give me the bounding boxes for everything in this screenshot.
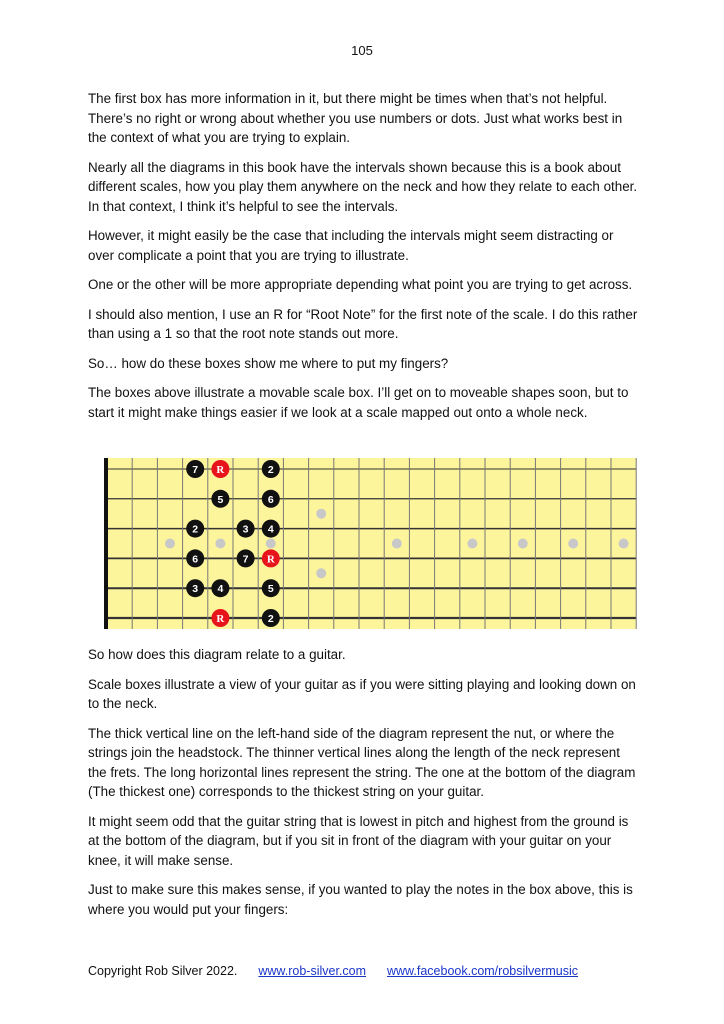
copyright-text: Copyright Rob Silver 2022. [88, 964, 238, 978]
fret-marker-dot [316, 509, 326, 519]
note-label: 3 [242, 523, 249, 536]
paragraph: Just to make sure this makes sense, if you wanted to play the notes in the box above, this is where you would put your fingers: [88, 882, 633, 917]
fret-marker-dot [266, 539, 276, 549]
note-label: R [216, 613, 225, 625]
body-text-top [88, 89, 640, 432]
fret-marker-dot [518, 539, 528, 549]
paragraph: The first box has more information in it, but there might be times when that’s not helpful. There’s no right or wrong about whether you use numbers or dots. Just what works best in the context of what you are trying to explain. [88, 91, 623, 145]
note-label: 7 [192, 464, 199, 476]
footer [88, 964, 578, 978]
note-label: 2 [192, 523, 199, 536]
fret-marker-dot [467, 539, 477, 549]
note-label: 2 [267, 613, 274, 625]
fret-marker-dot [619, 539, 629, 549]
paragraph: One or the other will be more appropriate depending what point you are trying to get across. [88, 277, 633, 292]
paragraph: The thick vertical line on the left-hand side of the diagram represent the nut, or where the strings join the headstock. The thinner vertical lines along the length of the neck represent the frets. The long horizontal lines represent the string. The one at the bottom of the diagram (The thickest one) corresponds to the thickest string on your guitar. [88, 725, 636, 799]
paragraph: The boxes above illustrate a movable scale box. I’ll get on to moveable shapes soon, but to start it might make things easier if we look at a scale mapped out onto a whole neck. [88, 385, 629, 420]
note-label: R [216, 464, 225, 476]
note-label: 6 [192, 553, 199, 566]
paragraph: So how does this diagram relate to a guitar. [88, 647, 346, 662]
note-label: 5 [267, 583, 274, 596]
fretboard-background [107, 458, 636, 629]
fret-marker-dot [392, 539, 402, 549]
note-label: R [266, 553, 275, 566]
paragraph: It might seem odd that the guitar string that is lowest in pitch and highest from the ground is at the bottom of the diagram, but if you sit in front of the diagram with your guitar on your knee, it will make sense. [88, 813, 629, 868]
note-label: 7 [242, 553, 249, 566]
note-label: 4 [267, 523, 274, 536]
facebook-link[interactable]: www.facebook.com/robsilvermusic [387, 964, 579, 978]
note-label: 6 [267, 493, 274, 506]
fret-marker-dot [215, 539, 225, 549]
paragraph: So… how do these boxes show me where to put my fingers? [88, 355, 449, 371]
note-label: 2 [267, 464, 274, 476]
body-text-bottom [88, 645, 640, 929]
paragraph: I should also mention, I use an R for “Root Note” for the first note of the scale. I do this rather than using a 1 so that the root note stands out more. [88, 306, 638, 341]
fret-marker-dot [568, 539, 578, 549]
page-number: 105 [351, 43, 373, 58]
paragraph: Nearly all the diagrams in this book have the intervals shown because this is a book about different scales, how you play them anywhere on the neck and how they relate to each other. In that context, I think it’s helpful to see the intervals. [88, 159, 638, 214]
paragraph: Scale boxes illustrate a view of your guitar as if you were sitting playing and looking down on to the neck. [88, 676, 636, 711]
fret-marker-dot [165, 539, 175, 549]
note-label: 4 [217, 583, 224, 596]
fretboard-diagram [100, 458, 640, 630]
nut [104, 458, 108, 629]
note-label: 5 [217, 493, 224, 506]
website-link[interactable]: www.rob-silver.com [258, 964, 367, 978]
paragraph: However, it might easily be the case that including the intervals might seem distracting or over complicate a point that you are trying to illustrate. [88, 228, 614, 263]
fret-marker-dot [316, 568, 326, 578]
note-label: 3 [192, 583, 199, 596]
